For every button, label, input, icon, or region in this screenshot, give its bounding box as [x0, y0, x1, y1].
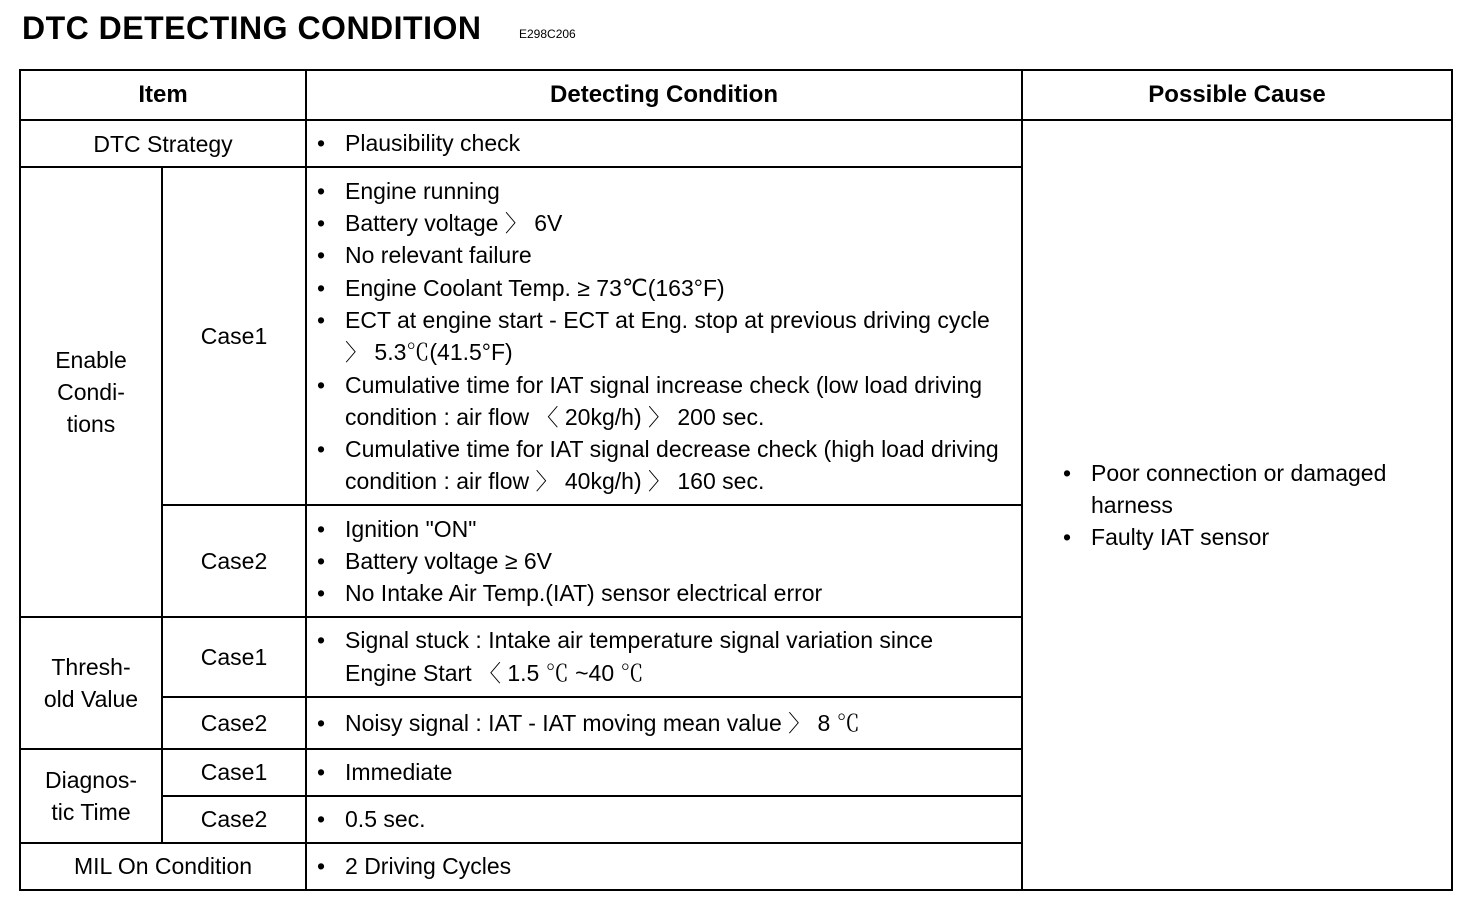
- dtc-table: [19, 69, 1453, 891]
- condition-item: • No Intake Air Temp.(IAT) sensor electrical error: [345, 577, 1011, 609]
- enable-label-line-3: tions: [66, 410, 116, 437]
- enable-case2-label: Case2: [162, 505, 306, 616]
- document-code: E298C206: [519, 27, 576, 41]
- condition-list: [345, 850, 1011, 882]
- condition-list: [345, 513, 1011, 610]
- cause-list: [1091, 457, 1441, 554]
- threshold-value-label: [20, 617, 162, 749]
- threshold-case2-label: Case2: [162, 697, 306, 749]
- diagnostic-label-line-1: Diagnos-: [44, 766, 138, 793]
- condition-list: [345, 175, 1011, 498]
- condition-item: • Signal stuck : Intake air temperature signal variation since Engine Start 〈 1.5 ℃ ~40 ℃: [345, 624, 1011, 689]
- enable-conditions-label: [20, 167, 162, 617]
- condition-item: • Cumulative time for IAT signal decrease check (high load driving condition : air flow 〉 40kg/h) 〉 160 sec.: [345, 433, 1011, 498]
- enable-label-line-2: Condi-: [57, 378, 125, 405]
- mil-on-condition-label: MIL On Condition: [20, 843, 306, 890]
- threshold-label-line-2: old Value: [43, 685, 139, 712]
- header-row: [20, 70, 1452, 120]
- condition-item: • Cumulative time for IAT signal increase check (low load driving condition : air flow 〈 20kg/h) 〉 200 sec.: [345, 369, 1011, 434]
- page-title: DTC DETECTING CONDITION: [22, 10, 482, 46]
- threshold-case1-label: Case1: [162, 617, 306, 697]
- enable-case1-conditions: [306, 167, 1022, 505]
- row-dtc-strategy: [20, 120, 1452, 167]
- condition-list: [345, 707, 1011, 739]
- diagnostic-case1-label: Case1: [162, 749, 306, 796]
- condition-item: • Immediate: [345, 756, 1011, 788]
- condition-item: • 2 Driving Cycles: [345, 850, 1011, 882]
- condition-item: • Engine Coolant Temp. ≥ 73℃(163°F): [345, 272, 1011, 304]
- condition-item: • Engine running: [345, 175, 1011, 207]
- diagnostic-case1-conditions: [306, 749, 1022, 796]
- condition-item: • No relevant failure: [345, 239, 1011, 271]
- cause-item: • Poor connection or damaged harness: [1091, 457, 1441, 522]
- condition-item: • Plausibility check: [345, 127, 1011, 159]
- dtc-strategy-label: DTC Strategy: [20, 120, 306, 167]
- header-possible-cause: Possible Cause: [1022, 70, 1452, 120]
- threshold-label-line-1: Thresh-: [51, 653, 131, 680]
- condition-list: [345, 803, 1011, 835]
- cause-item: • Faulty IAT sensor: [1091, 521, 1441, 553]
- condition-item: • Noisy signal : IAT - IAT moving mean value 〉 8 ℃: [345, 707, 1011, 739]
- condition-item: • ECT at engine start - ECT at Eng. stop at previous driving cycle 〉 5.3℃(41.5°F): [345, 304, 1011, 369]
- diagnostic-case2-label: Case2: [162, 796, 306, 843]
- enable-label-line-1: Enable: [55, 346, 127, 373]
- condition-list: [345, 624, 1011, 689]
- diagnostic-time-label: [20, 749, 162, 843]
- enable-case2-conditions: [306, 505, 1022, 616]
- header-detecting-condition: Detecting Condition: [306, 70, 1022, 120]
- condition-item: • Battery voltage 〉 6V: [345, 207, 1011, 239]
- condition-item: • Battery voltage ≥ 6V: [345, 545, 1011, 577]
- condition-item: • 0.5 sec.: [345, 803, 1011, 835]
- diagnostic-label-line-2: tic Time: [51, 798, 131, 825]
- dtc-strategy-conditions: [306, 120, 1022, 167]
- diagnostic-case2-conditions: [306, 796, 1022, 843]
- condition-item: • Ignition "ON": [345, 513, 1011, 545]
- enable-case1-label: Case1: [162, 167, 306, 505]
- mil-on-condition-conditions: [306, 843, 1022, 890]
- condition-list: [345, 127, 1011, 159]
- threshold-case2-conditions: [306, 697, 1022, 749]
- threshold-case1-conditions: [306, 617, 1022, 697]
- header-item: Item: [20, 70, 306, 120]
- condition-list: [345, 756, 1011, 788]
- possible-causes: [1022, 120, 1452, 890]
